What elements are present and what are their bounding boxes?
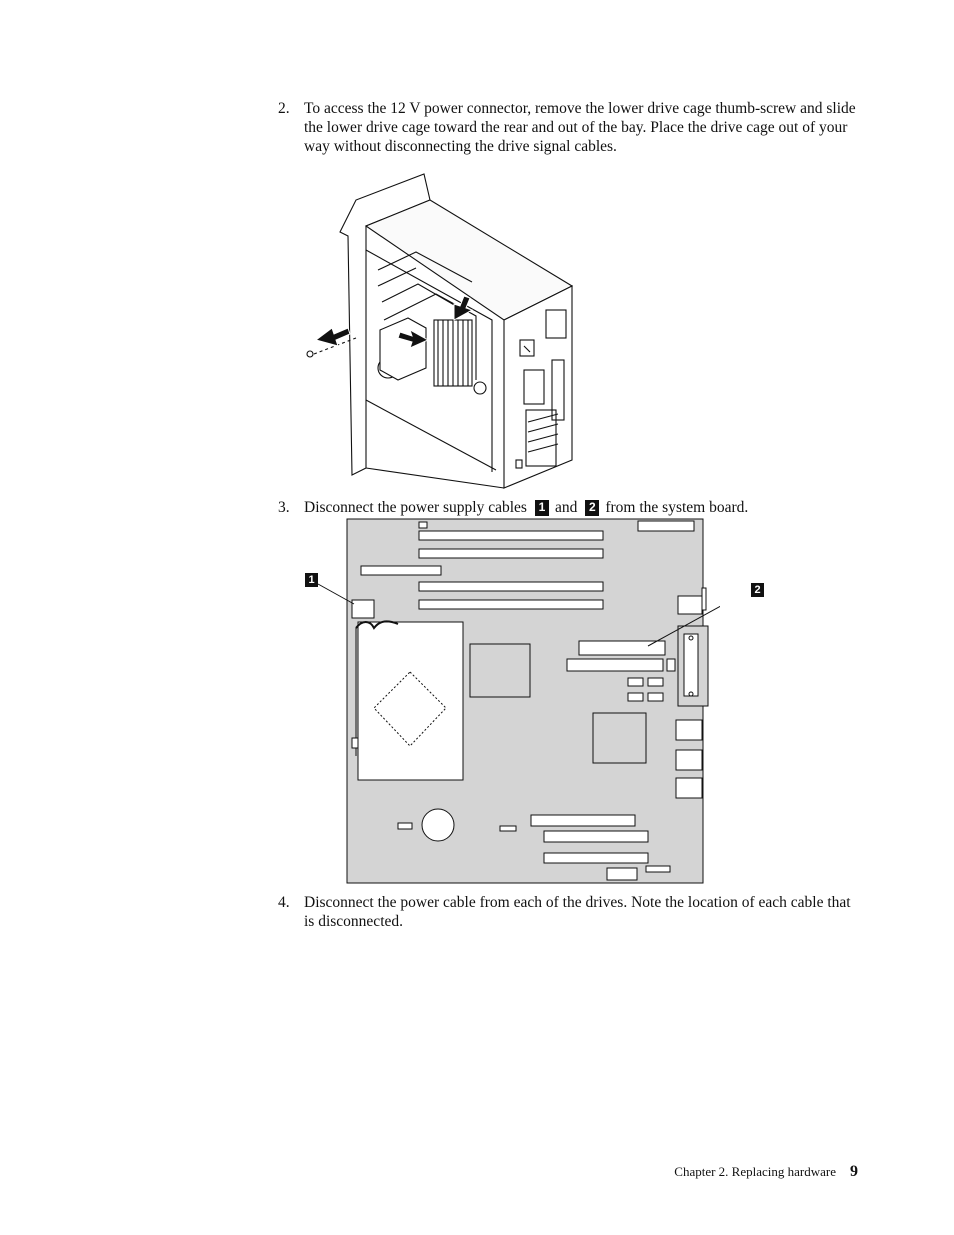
step-text-and: and bbox=[554, 499, 578, 516]
chapter-title: Chapter 2. Replacing hardware bbox=[674, 1164, 836, 1179]
step-text bbox=[304, 498, 864, 517]
step-text: Disconnect the power cable from each of the drives. Note the location of each cable that is disconnected. bbox=[304, 894, 851, 930]
system-board-diagram bbox=[300, 516, 720, 888]
step-text: To access the 12 V power connector, remove the lower drive cage thumb-screw and slide the lower drive cage toward the rear and out of the bay. Place the drive cage out of your way without disconnecting the drive signal cables. bbox=[304, 100, 856, 155]
chassis-illustration bbox=[296, 170, 596, 490]
step-number: 3. bbox=[278, 499, 290, 516]
callout-label-1: 1 bbox=[305, 573, 318, 587]
page-footer bbox=[674, 1163, 858, 1181]
step-text-before: Disconnect the power supply cables bbox=[304, 499, 527, 516]
step-number: 4. bbox=[278, 894, 290, 911]
callout-label-2: 2 bbox=[751, 583, 764, 597]
callout-badge-2: 2 bbox=[585, 500, 599, 516]
callout-badge-1: 1 bbox=[535, 500, 549, 516]
step-number: 2. bbox=[278, 100, 290, 117]
step-text-after: from the system board. bbox=[605, 499, 749, 516]
page-number: 9 bbox=[850, 1163, 858, 1180]
